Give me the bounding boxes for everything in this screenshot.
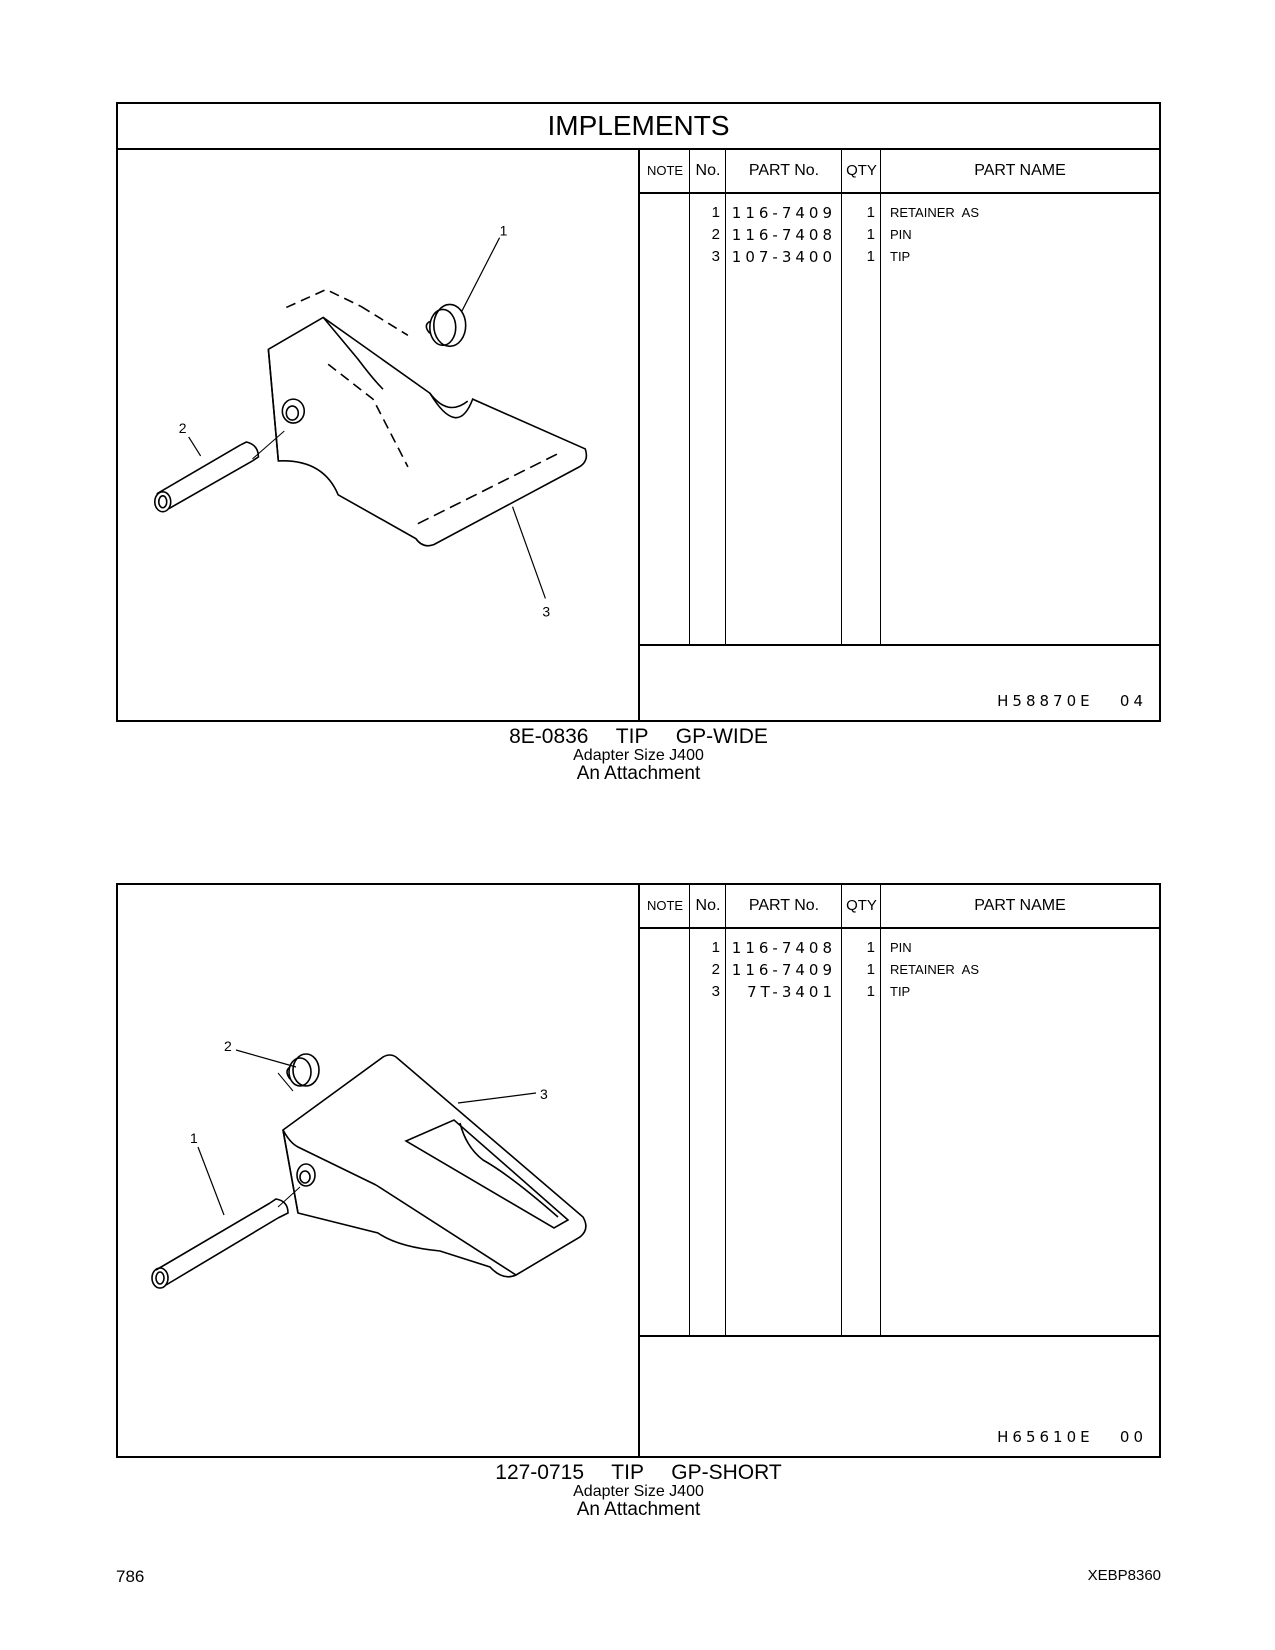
- part-number: 107-3400: [731, 248, 836, 266]
- callout-3: 3: [540, 1086, 548, 1102]
- table-row: [640, 224, 1159, 246]
- callout-1: 1: [499, 222, 508, 239]
- document-id: XEBP8360: [1087, 1567, 1161, 1584]
- header-no: No.: [695, 897, 721, 914]
- caption-subtitle: Adapter Size J400: [573, 747, 704, 764]
- caption-subtitle: Adapter Size J400: [573, 1483, 704, 1500]
- item-number: 1: [711, 939, 720, 956]
- parts-rows: [640, 202, 1159, 268]
- header-no: No.: [695, 162, 721, 179]
- table-divider: [640, 1335, 1159, 1337]
- quantity: 1: [866, 939, 875, 956]
- part-number: 7T-3401: [747, 983, 836, 1001]
- part-name: RETAINER AS: [890, 205, 980, 220]
- parts-group-1: [116, 102, 1161, 722]
- part-name: PIN: [890, 227, 912, 242]
- callout-1: 1: [190, 1130, 198, 1146]
- header-part-no: PART No.: [748, 162, 820, 179]
- table-row: [640, 937, 1159, 959]
- part-name: TIP: [890, 249, 911, 264]
- tip-wide-drawing: [118, 150, 638, 720]
- part-number: 116-7408: [731, 226, 836, 244]
- quantity: 1: [866, 983, 875, 1000]
- tip-short-illustration: [118, 885, 640, 1456]
- table-header: [640, 885, 1159, 929]
- part-number: 116-7408: [731, 939, 836, 957]
- item-number: 2: [711, 226, 720, 243]
- table-row: [640, 959, 1159, 981]
- header-part-name: PART NAME: [974, 897, 1066, 914]
- table-row: [640, 202, 1159, 224]
- group-2-caption: [116, 1462, 1161, 1520]
- part-name: RETAINER AS: [890, 962, 980, 977]
- header-qty: QTY: [846, 162, 877, 179]
- quantity: 1: [866, 961, 875, 978]
- item-number: 3: [711, 983, 720, 1000]
- part-name: PIN: [890, 940, 912, 955]
- tip-short-drawing: [118, 885, 638, 1456]
- item-number: 3: [711, 248, 720, 265]
- header-note: NOTE: [646, 898, 684, 913]
- header-part-name: PART NAME: [974, 162, 1066, 179]
- table-divider: [640, 644, 1159, 646]
- part-name: TIP: [890, 984, 911, 999]
- header-qty: QTY: [846, 897, 877, 914]
- header-note: NOTE: [646, 163, 684, 178]
- parts-list-1: [640, 150, 1159, 720]
- item-number: 1: [711, 204, 720, 221]
- table-row: [640, 246, 1159, 268]
- section-title: IMPLEMENTS: [118, 104, 1159, 150]
- parts-group-2: [116, 883, 1161, 1458]
- callout-2: 2: [178, 420, 187, 437]
- item-number: 2: [711, 961, 720, 978]
- table-row: [640, 981, 1159, 1003]
- quantity: 1: [866, 204, 875, 221]
- part-number: 116-7409: [731, 204, 836, 222]
- caption-title: 127-0715 TIP GP-SHORT: [495, 1461, 782, 1484]
- parts-rows: [640, 937, 1159, 1003]
- quantity: 1: [866, 248, 875, 265]
- tip-wide-illustration: [118, 150, 640, 720]
- caption-title: 8E-0836 TIP GP-WIDE: [509, 725, 768, 748]
- page-number: 786: [116, 1567, 145, 1586]
- illustration-ref-code: H65610E 00: [997, 1428, 1147, 1446]
- illustration-ref-code: H58870E 04: [997, 692, 1147, 710]
- group-1-caption: [116, 726, 1161, 784]
- quantity: 1: [866, 226, 875, 243]
- parts-list-2: [640, 885, 1159, 1456]
- part-number: 116-7409: [731, 961, 836, 979]
- header-part-no: PART No.: [748, 897, 820, 914]
- callout-2: 2: [224, 1038, 232, 1054]
- caption-note: An Attachment: [576, 1499, 701, 1520]
- table-header: [640, 150, 1159, 194]
- callout-3: 3: [542, 603, 551, 620]
- caption-note: An Attachment: [576, 763, 701, 784]
